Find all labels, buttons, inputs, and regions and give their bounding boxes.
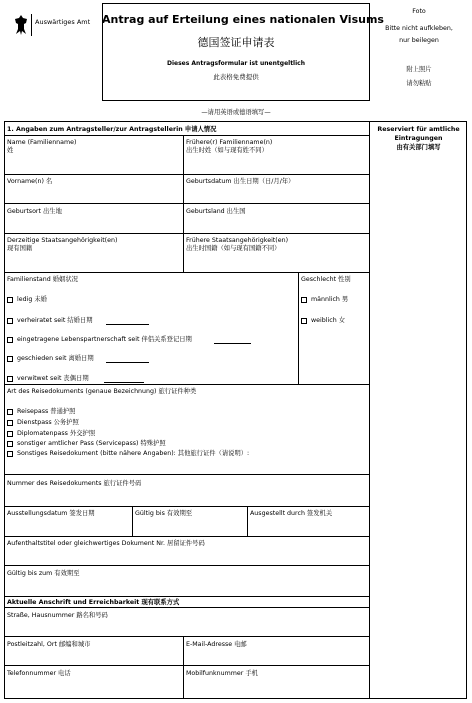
eagle-icon bbox=[14, 14, 28, 36]
marital-widowed-label: verwitwet seit 丧偶日期 bbox=[17, 375, 89, 382]
title-zh: 德国签证申请表 bbox=[197, 36, 275, 49]
marital-divorced-checkbox[interactable] bbox=[7, 356, 13, 362]
hline-14 bbox=[4, 665, 369, 666]
address-section-title: Aktuelle Anschrift und Erreichbarkeit 现有联系方式 bbox=[7, 599, 180, 606]
fill-instruction: —请用英语或德语填写— bbox=[201, 109, 271, 116]
official-label-2: Eintragungen bbox=[394, 135, 443, 142]
street-field[interactable] bbox=[5, 621, 368, 635]
free-note-de: Dieses Antragsformular ist unentgeltlich bbox=[167, 60, 305, 67]
free-note-zh: 此表格免费提供 bbox=[213, 73, 259, 81]
official-label-3: 由有关部门填写 bbox=[396, 144, 441, 151]
label-former-name-zh: 出生时姓（如与现有姓不同） bbox=[186, 147, 268, 154]
first-name-field[interactable] bbox=[5, 187, 182, 202]
label-name-de: Name (Familienname) bbox=[7, 139, 77, 146]
official-column-divider bbox=[369, 121, 370, 699]
doc-official-label: sonstiger amtlicher Pass (Servicepass) 特殊护照 bbox=[17, 440, 166, 447]
hline-8 bbox=[4, 506, 369, 507]
hline-5 bbox=[4, 272, 369, 273]
label-name-zh: 姓 bbox=[7, 147, 14, 154]
partnership-date-line[interactable] bbox=[214, 343, 251, 344]
label-first-name: Vorname(n) 名 bbox=[7, 178, 53, 185]
label-mobile: Mobilfunknummer 手机 bbox=[186, 670, 258, 677]
widowed-date-line[interactable] bbox=[104, 382, 144, 383]
photo-note-1: Bitte nicht aufkleben, bbox=[385, 25, 453, 32]
marital-divorced-label: geschieden seit 离婚日期 bbox=[17, 355, 94, 362]
title-de: Antrag auf Erteilung eines nationalen Visums bbox=[102, 13, 384, 26]
hline-1 bbox=[4, 135, 369, 136]
birth-country-field[interactable] bbox=[184, 217, 368, 232]
mobile-field[interactable] bbox=[184, 679, 368, 698]
label-valid-until: Gültig bis 有效期至 bbox=[135, 510, 193, 517]
hline-6 bbox=[4, 384, 369, 385]
doc-service-checkbox[interactable] bbox=[7, 420, 13, 426]
photo-note-2: nur beilegen bbox=[399, 37, 439, 44]
photo-label: Foto bbox=[412, 8, 426, 15]
hline-7 bbox=[4, 474, 369, 475]
official-label-1: Reserviert für amtliche bbox=[377, 126, 460, 133]
eagle-emblem bbox=[14, 14, 28, 36]
gender-female-label: weiblich 女 bbox=[311, 317, 346, 324]
label-nationality-zh: 现有国籍 bbox=[7, 245, 33, 252]
residence-doc-field[interactable] bbox=[5, 549, 368, 564]
label-former-nationality-zh: 出生时国籍（如与现有国籍不同） bbox=[186, 245, 281, 252]
hline-11 bbox=[4, 596, 369, 597]
issue-date-field[interactable] bbox=[5, 519, 131, 535]
label-birth-place: Geburtsort 出生地 bbox=[7, 208, 62, 215]
gender-male-checkbox[interactable] bbox=[301, 297, 307, 303]
label-issued-by: Ausgestellt durch 签发机关 bbox=[250, 510, 333, 517]
hline-4 bbox=[4, 233, 369, 234]
nationality-field[interactable] bbox=[5, 254, 182, 271]
photo-note-4: 请勿粘贴 bbox=[406, 80, 432, 87]
label-marital-status: Familienstand 婚姻状况 bbox=[7, 276, 78, 283]
vline-gender bbox=[298, 272, 299, 384]
marital-married-checkbox[interactable] bbox=[7, 318, 13, 324]
label-street: Straße, Hausnummer 路名和号码 bbox=[7, 612, 108, 619]
label-residence-doc: Aufenthaltstitel oder gleichwertiges Dokument Nr. 居留证件号码 bbox=[7, 540, 205, 547]
label-passport-number: Nummer des Reisedokuments 旅行证件号码 bbox=[7, 480, 142, 487]
doc-service-label: Dienstpass 公务护照 bbox=[17, 419, 79, 426]
former-nationality-field[interactable] bbox=[184, 254, 368, 271]
label-phone: Telefonnummer 电话 bbox=[7, 670, 71, 677]
doc-official-checkbox[interactable] bbox=[7, 441, 13, 447]
doc-diplomatic-checkbox[interactable] bbox=[7, 431, 13, 437]
issued-by-field[interactable] bbox=[248, 519, 368, 535]
birth-date-field[interactable] bbox=[184, 187, 368, 202]
section1-title: 1. Angaben zum Antragsteller/zur Antragstellerin 申请人情况 bbox=[7, 126, 217, 133]
valid-until-field[interactable] bbox=[133, 519, 246, 535]
label-nationality-de: Derzeitige Staatsangehörigkeit(en) bbox=[7, 237, 118, 244]
label-email: E-Mail-Adresse 电邮 bbox=[186, 641, 247, 648]
marital-partnership-label: eingetragene Lebenspartnerschaft seit 伴侣关系登记日期 bbox=[17, 336, 192, 343]
hline-9 bbox=[4, 536, 369, 537]
hline-3 bbox=[4, 203, 369, 204]
marital-single-checkbox[interactable] bbox=[7, 297, 13, 303]
former-name-field[interactable] bbox=[184, 156, 368, 173]
doc-other-label: Sonstiges Reisedokument (bitte nähere Angaben): 其他旅行证件（请说明）: bbox=[17, 450, 250, 457]
doc-passport-label: Reisepass 普通护照 bbox=[17, 408, 76, 415]
label-valid-until-2: Gültig bis zum 有效期至 bbox=[7, 570, 80, 577]
valid-until-2-field[interactable] bbox=[5, 579, 368, 595]
hline-12 bbox=[4, 607, 369, 608]
label-birth-date: Geburtsdatum 出生日期（日/月/年） bbox=[186, 178, 295, 185]
doc-diplomatic-label: Diplomatenpass 外交护照 bbox=[17, 430, 96, 437]
label-former-name-de: Frühere(r) Familienname(n) bbox=[186, 139, 273, 146]
label-birth-country: Geburtsland 出生国 bbox=[186, 208, 246, 215]
postal-city-field[interactable] bbox=[5, 650, 182, 664]
gender-female-checkbox[interactable] bbox=[301, 318, 307, 324]
birth-place-field[interactable] bbox=[5, 217, 182, 232]
passport-number-field[interactable] bbox=[5, 489, 368, 505]
marital-single-label: ledig 未婚 bbox=[17, 296, 47, 303]
hline-13 bbox=[4, 636, 369, 637]
marital-partnership-checkbox[interactable] bbox=[7, 337, 13, 343]
married-date-line[interactable] bbox=[106, 324, 149, 325]
authority-name: Auswärtiges Amt bbox=[35, 18, 91, 26]
doc-other-checkbox[interactable] bbox=[7, 451, 13, 457]
phone-field[interactable] bbox=[5, 679, 182, 698]
authority-divider bbox=[31, 14, 32, 36]
label-issue-date: Ausstellungsdatum 签发日期 bbox=[7, 510, 95, 517]
marital-widowed-checkbox[interactable] bbox=[7, 376, 13, 382]
divorced-date-line[interactable] bbox=[106, 362, 149, 363]
label-gender: Geschlecht 性别 bbox=[301, 276, 351, 283]
email-field[interactable] bbox=[184, 650, 368, 664]
label-travel-doc-type: Art des Reisedokuments (genaue Bezeichnung) 旅行证件种类 bbox=[7, 388, 197, 395]
hline-10 bbox=[4, 565, 369, 566]
marital-married-label: verheiratet seit 结婚日期 bbox=[17, 317, 93, 324]
gender-male-label: männlich 男 bbox=[311, 296, 349, 303]
name-field[interactable] bbox=[5, 156, 182, 173]
label-former-nationality-de: Frühere Staatsangehörigkeit(en) bbox=[186, 237, 289, 244]
photo-note-3: 附上照片 bbox=[406, 66, 432, 73]
label-postal-city: Postleitzahl, Ort 邮编和城市 bbox=[7, 641, 91, 648]
doc-passport-checkbox[interactable] bbox=[7, 409, 13, 415]
hline-2 bbox=[4, 174, 369, 175]
